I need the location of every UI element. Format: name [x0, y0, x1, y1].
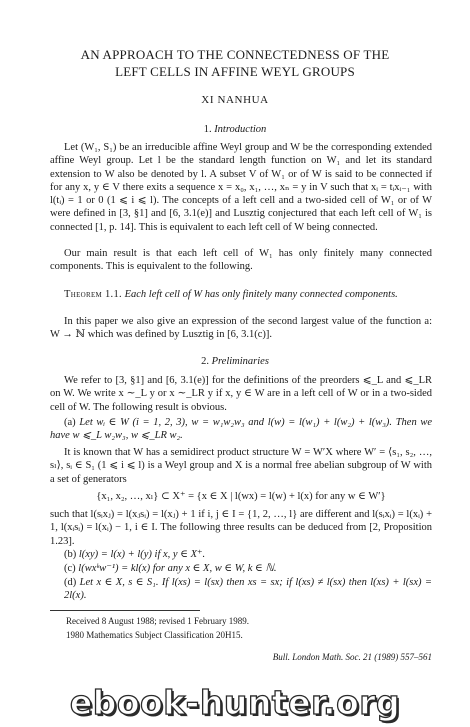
section-1-title: Introduction [214, 124, 267, 135]
section-1-number: 1. [203, 124, 212, 135]
journal-reference: Bull. London Math. Soc. 21 (1989) 557–561 [272, 652, 432, 662]
intro-paragraph-1: Let (W₁, S₁) be an irreducible affine Weyl group and W be the corresponding extended affine Weyl group. Let l be the standard length function on W₁ and let its standard extension to W also be denoted by l. A subset V of W₁ or of W is said to be connected if for any x, y ∈ V there exits a sequence x = x₀, x₁, …, xₙ = y in V such that xᵢ = tᵢxᵢ₋₁ with l(tᵢ) = 1 or 0 (1 ⩽ i ⩽ l). The concepts of a left cell and a two-sided cell of W₁ or of W were defined in [3, §1] and [6, 3.1(e)] and Lusztig conjectured that each left cell of W₁ is connected [1, p. 14]. This is equivalent to each left cell of W being connected. [50, 142, 432, 233]
item-d-label: (d) [64, 577, 77, 588]
intro-paragraph-2: Our main result is that each left cell of W₁ has only finitely many connected components. This is equivalent to the following. [50, 248, 432, 273]
section-1-heading [40, 124, 430, 135]
item-b-text: l(xy) = l(x) + l(y) if x, y ∈ X⁺. [78, 549, 206, 560]
prelim-paragraph-2: It is known that W has a semidirect product structure W = W′X where W′ = ⟨s₁, s₂, …, sₗ⟩, sᵢ ∈ S₁ (1 ⩽ i ⩽ l) is a Weyl group and X is a normal free abelian subgroup of W with a set of generators [50, 447, 432, 485]
theorem-label: Theorem 1.1. [64, 289, 122, 300]
paper-title [40, 46, 430, 80]
item-a [50, 416, 432, 443]
section-2-heading [40, 356, 430, 367]
item-a-label: (a) [64, 417, 76, 428]
item-c [64, 562, 432, 575]
section-2-title: Preliminaries [211, 356, 269, 367]
title-line-1: AN APPROACH TO THE CONNECTEDNESS OF THE [80, 47, 390, 62]
watermark-logo: ebook-hunter.org [69, 683, 401, 722]
theorem-text: Each left cell of W has only finitely many connected components. [124, 289, 398, 300]
title-line-2: LEFT CELLS IN AFFINE WEYL GROUPS [115, 64, 355, 79]
footnote-received: Received 8 August 1988; revised 1 February 1989. [66, 616, 249, 626]
item-c-label: (c) [64, 563, 76, 574]
footnote-classification: 1980 Mathematics Subject Classification 20H15. [66, 630, 243, 640]
theorem-1-1 [50, 288, 432, 301]
prelim-paragraph-1: We refer to [3, §1] and [6, 3.1(e)] for the definitions of the preorders ⩽_L and ⩽_LR on W. We write x ∼_L y or x ∼_LR y if x, y ∈ W are in a left cell of W or in a two-sided cell of W. The following result is obvious. [50, 375, 432, 413]
author-name: XI NANHUA [201, 94, 269, 106]
item-c-text: l(wxᵏw⁻¹) = kl(x) for any x ∈ X, w ∈ W, k ∈ ℕ. [78, 563, 277, 574]
footnote-rule [50, 610, 200, 611]
item-b-label: (b) [64, 549, 77, 560]
item-b [64, 548, 432, 561]
intro-paragraph-3: In this paper we also give an expression of the second largest value of the function a: W → ℕ which was defined by Lusztig in [6, 3.1(c)]. [50, 316, 432, 341]
item-a-text: Let wᵢ ∈ W (i = 1, 2, 3), w = w₁w₂w₃ and l(w) = l(w₁) + l(w₂) + l(w₃). Then we have w ⩽_L w₂w₃, w ⩽_LR w₂. [50, 417, 432, 442]
prelim-paragraph-3: such that l(sᵢxⱼ) = l(xⱼsᵢ) = l(xⱼ) + 1 if i, j ∈ I = {1, 2, …, l} are different and l(sᵢxᵢ) = l(xᵢ) + 1, l(xᵢsᵢ) = l(xᵢ) − 1, i ∈ I. The following three results can be deduced from [2, Proposition 1.23]. [50, 509, 432, 547]
section-2-number: 2. [201, 356, 209, 367]
item-d [64, 576, 432, 603]
display-equation: {x₁, x₂, …, xₗ} ⊂ X⁺ = {x ∈ X | l(wx) = l(w) + l(x) for any w ∈ W′} [96, 491, 386, 502]
item-d-text: Let x ∈ X, s ∈ S₁. If l(xs) = l(sx) then xs = sx; if l(xs) ≠ l(sx) then l(xs) + l(sx) = 2l(x). [64, 577, 432, 602]
